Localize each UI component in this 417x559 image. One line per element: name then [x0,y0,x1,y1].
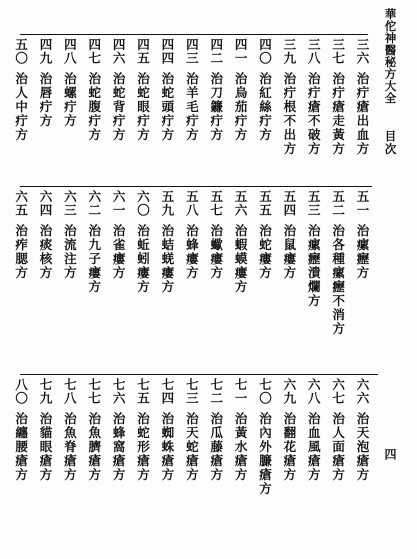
entry-title: 治螺疔方 [62,72,78,128]
entry-title: 治鼠瘻方 [281,224,297,280]
entry-title: 治蛇腹疔方 [86,72,102,142]
entry-title: 治黃水瘡方 [233,412,249,482]
entry-title: 治疔根不出方 [281,72,297,156]
toc-entry [228,190,252,294]
entry-number: 八〇 [13,378,29,405]
toc-entry [8,378,32,482]
toc-entry [130,378,154,482]
entry-title: 治紅絲疔方 [257,72,273,142]
entry-title: 治蠍瘻方 [208,224,224,280]
entry-title: 治天泡瘡方 [355,412,371,482]
toc-entry [203,190,227,280]
entry-title: 治蛇眼疔方 [135,72,151,142]
toc-entry [203,378,227,482]
entry-number: 七六 [111,378,127,405]
entry-number: 七九 [37,378,53,405]
entry-number: 三八 [306,38,322,65]
entry-title: 治痰核方 [37,224,53,280]
entry-number: 四六 [111,38,127,65]
entry-number: 六七 [330,378,346,405]
toc-entry [57,38,81,128]
toc-entry [130,190,154,294]
page-number: 四 [383,448,397,460]
entry-number: 六六 [355,378,371,405]
toc-row-1 [13,38,374,182]
toc-entry [106,190,130,280]
entry-title: 治雀瘻方 [111,224,127,280]
entry-number: 四七 [86,38,102,65]
entry-title: 治蛇背疔方 [111,72,127,142]
toc-entry [325,190,349,336]
entry-title: 治痄腮方 [13,224,29,280]
entry-number: 七八 [62,378,78,405]
entry-title: 治瘰癧方 [355,224,371,280]
entry-number: 三六 [355,38,371,65]
toc-entry [276,190,300,280]
toc-entry [8,190,32,280]
entry-number: 四三 [184,38,200,65]
entry-title: 治蚯蚓瘻方 [135,224,151,294]
toc-entry [301,190,325,308]
toc-row-3 [13,378,374,550]
toc-entry [57,190,81,280]
entry-title: 治血風瘡方 [306,412,322,482]
entry-title: 治各種瘰癧不消方 [330,224,346,336]
entry-title: 治烏茄疔方 [233,72,249,142]
entry-number: 六〇 [135,190,151,217]
entry-title: 治蜂瘻方 [184,224,200,280]
toc-entry [252,38,276,142]
toc-entry [33,190,57,280]
entry-number: 五五 [257,190,273,217]
entry-number: 四五 [135,38,151,65]
entry-title: 治蛇形瘡方 [135,412,151,482]
toc-entry [8,38,32,142]
entry-title: 治內外臁瘡方 [257,412,273,496]
entry-number: 六一 [111,190,127,217]
entry-number: 五三 [306,190,322,217]
entry-title: 治蜘蛛瘡方 [159,412,175,482]
toc-entry [154,190,178,294]
entry-number: 六五 [13,190,29,217]
entry-title: 治羊毛疔方 [184,72,200,142]
entry-number: 七五 [135,378,151,405]
section-label: 目次 [383,130,398,156]
book-title: 華佗神醫秘方大全 [383,8,398,104]
divider-rule-2 [20,374,378,375]
entry-number: 七三 [184,378,200,405]
toc-entry [350,378,374,482]
entry-title: 治疔瘡不破方 [306,72,322,156]
divider-rule-1 [20,186,372,187]
entry-number: 五八 [184,190,200,217]
entry-number: 四四 [159,38,175,65]
toc-entry [154,38,178,142]
toc-entry [57,378,81,482]
entry-title: 治蛣蜣瘻方 [159,224,175,294]
entry-title: 治人中疔方 [13,72,29,142]
entry-title: 治翻花瘡方 [281,412,297,482]
toc-entry [252,378,276,496]
entry-number: 五一 [355,190,371,217]
toc-entry [33,378,57,482]
toc-entry [301,38,325,156]
entry-number: 六四 [37,190,53,217]
toc-entry [154,378,178,482]
entry-number: 三九 [281,38,297,65]
toc-entry [106,378,130,482]
entry-number: 四九 [37,38,53,65]
toc-entry [81,190,105,294]
entry-number: 五六 [233,190,249,217]
toc-entry [301,378,325,482]
toc-entry [130,38,154,142]
entry-title: 治瓜藤瘡方 [208,412,224,482]
entry-title: 治蝦蟆瘻方 [233,224,249,294]
entry-title: 治魚臍瘡方 [86,412,102,482]
entry-title: 治疔瘡走黃方 [330,72,346,156]
entry-number: 五二 [330,190,346,217]
entry-number: 五九 [159,190,175,217]
entry-title: 治瘰癧潰爛方 [306,224,322,308]
entry-title: 治流注方 [62,224,78,280]
entry-title: 治刀鐮疔方 [208,72,224,142]
toc-entry [106,38,130,142]
toc-entry [179,190,203,280]
toc-entry [81,378,105,482]
entry-title: 治蜂窩瘡方 [111,412,127,482]
entry-number: 六九 [281,378,297,405]
entry-number: 六二 [86,190,102,217]
entry-title: 治蛇頭疔方 [159,72,175,142]
toc-entry [203,38,227,142]
top-rule [20,34,368,35]
entry-number: 三七 [330,38,346,65]
entry-number: 七一 [233,378,249,405]
toc-entry [33,38,57,128]
entry-number: 五七 [208,190,224,217]
entry-title: 治魚脊瘡方 [62,412,78,482]
toc-entry [276,378,300,482]
entry-number: 七〇 [257,378,273,405]
toc-entry [179,38,203,142]
toc-entry [228,38,252,142]
entry-number: 四一 [233,38,249,65]
toc-entry [81,38,105,142]
entry-number: 五〇 [13,38,29,65]
toc-entry [325,378,349,482]
toc-row-2 [13,190,374,370]
entry-title: 治疔瘡出血方 [355,72,371,156]
toc-entry [276,38,300,156]
entry-title: 治纏腰瘡方 [13,412,29,482]
entry-number: 五四 [281,190,297,217]
entry-title: 治貓眼瘡方 [37,412,53,482]
entry-number: 七四 [159,378,175,405]
entry-number: 七二 [208,378,224,405]
toc-entry [252,190,276,280]
entry-title: 治人面瘡方 [330,412,346,482]
entry-title: 治九子瘻方 [86,224,102,294]
entry-title: 治蛇瘻方 [257,224,273,280]
entry-number: 六八 [306,378,322,405]
entry-title: 治唇疔方 [37,72,53,128]
toc-entry [228,378,252,482]
entry-title: 治天蛇瘡方 [184,412,200,482]
toc-entry [325,38,349,156]
toc-entry [350,38,374,156]
entry-number: 六三 [62,190,78,217]
toc-entry [350,190,374,280]
entry-number: 四〇 [257,38,273,65]
entry-number: 四二 [208,38,224,65]
toc-entry [179,378,203,482]
entry-number: 七七 [86,378,102,405]
entry-number: 四八 [62,38,78,65]
